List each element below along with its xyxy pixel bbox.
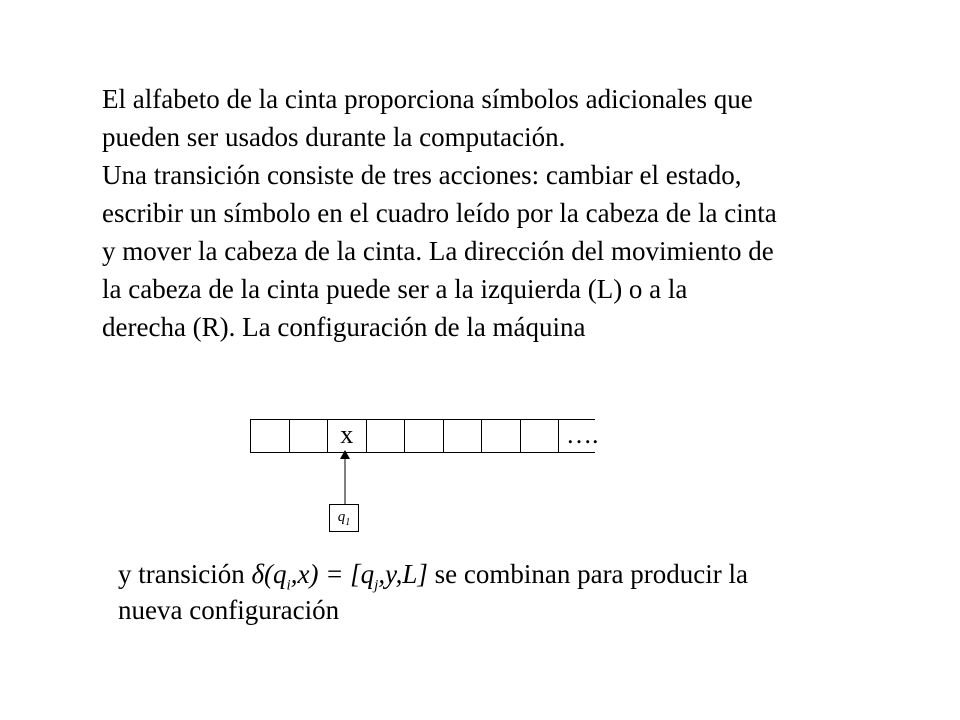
transition-prefix: y transición <box>118 559 252 589</box>
transition-line-2: nueva configuración <box>118 595 340 625</box>
intro-line: El alfabeto de la cinta proporciona símbolos adicionales que <box>102 84 753 114</box>
tape-cell-current: x <box>327 419 366 453</box>
subscript-i: i <box>286 577 291 594</box>
tape-cell <box>250 419 289 453</box>
intro-line: la cabeza de la cinta puede ser a la izquierda (L) o a la <box>102 274 688 304</box>
transition-result: ,y,L] <box>378 559 428 589</box>
transition-suffix: se combinan para producir la <box>427 559 748 589</box>
turing-tape <box>250 419 595 453</box>
state-index: 1 <box>345 517 351 528</box>
subscript-j: j <box>374 577 379 594</box>
transition-open: (q <box>264 559 287 589</box>
transition-arg: ,x) = [q <box>290 559 375 589</box>
tape-cell <box>404 419 443 453</box>
tape-head-state <box>329 504 359 532</box>
delta-symbol: δ <box>251 559 265 589</box>
tape-cell <box>289 419 328 453</box>
tape-cell <box>520 419 559 453</box>
intro-line: pueden ser usados durante la computación. <box>102 122 566 152</box>
transition-paragraph <box>118 556 918 628</box>
tape-head-arrow-icon <box>330 450 360 506</box>
intro-line: y mover la cabeza de la cinta. La dirección del movimiento de <box>102 236 774 266</box>
tape-cell <box>443 419 482 453</box>
tape-cell <box>366 419 405 453</box>
intro-line: Una transición consiste de tres acciones: cambiar el estado, <box>102 160 742 190</box>
intro-line: escribir un símbolo en el cuadro leído por la cabeza de la cinta <box>102 198 777 228</box>
intro-paragraph <box>102 80 922 346</box>
intro-line: derecha (R). La configuración de la máquina <box>102 312 586 342</box>
state-base: q <box>337 509 346 525</box>
tape-cell <box>481 419 520 453</box>
transition-line-1 <box>118 556 918 592</box>
tape-ellipsis: …. <box>566 420 599 449</box>
